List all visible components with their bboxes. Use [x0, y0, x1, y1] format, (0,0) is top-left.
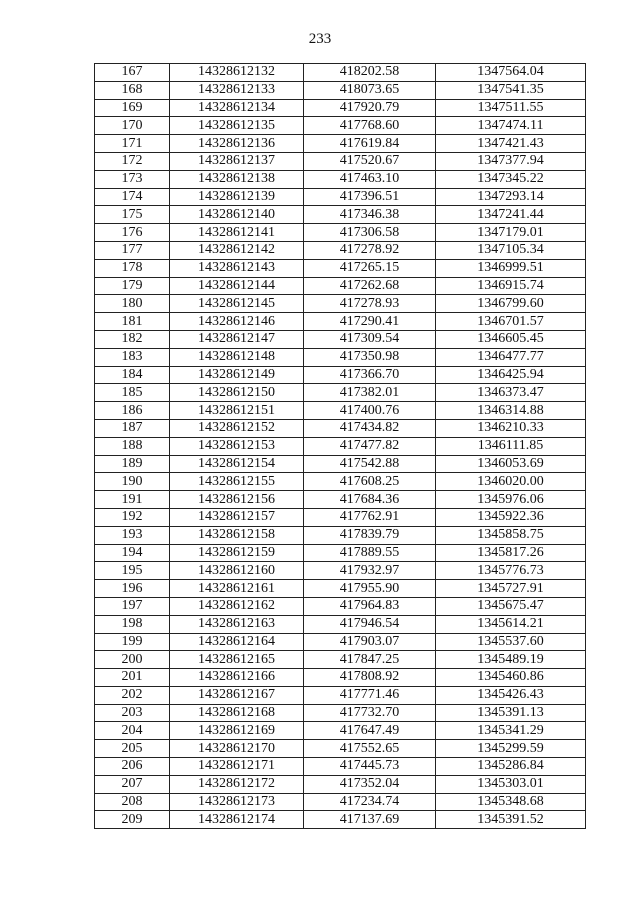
row-number-cell: 169	[95, 99, 170, 117]
y-coordinate-cell: 1346210.33	[436, 419, 586, 437]
row-number-cell: 171	[95, 135, 170, 153]
id-cell: 14328612146	[170, 313, 304, 331]
x-coordinate-cell: 417290.41	[304, 313, 436, 331]
table-row	[95, 170, 586, 188]
y-coordinate-cell: 1346701.57	[436, 313, 586, 331]
table-row	[95, 402, 586, 420]
y-coordinate-cell: 1346915.74	[436, 277, 586, 295]
table-row	[95, 615, 586, 633]
table-row	[95, 99, 586, 117]
row-number-cell: 198	[95, 615, 170, 633]
table-row	[95, 206, 586, 224]
id-cell: 14328612151	[170, 402, 304, 420]
y-coordinate-cell: 1346020.00	[436, 473, 586, 491]
x-coordinate-cell: 417346.38	[304, 206, 436, 224]
x-coordinate-cell: 417520.67	[304, 152, 436, 170]
x-coordinate-cell: 417932.97	[304, 562, 436, 580]
x-coordinate-cell: 417839.79	[304, 526, 436, 544]
x-coordinate-cell: 417234.74	[304, 793, 436, 811]
x-coordinate-cell: 417463.10	[304, 170, 436, 188]
y-coordinate-cell: 1345426.43	[436, 686, 586, 704]
row-number-cell: 177	[95, 241, 170, 259]
x-coordinate-cell: 417964.83	[304, 597, 436, 615]
x-coordinate-cell: 417762.91	[304, 508, 436, 526]
row-number-cell: 203	[95, 704, 170, 722]
row-number-cell: 200	[95, 651, 170, 669]
row-number-cell: 168	[95, 81, 170, 99]
row-number-cell: 184	[95, 366, 170, 384]
y-coordinate-cell: 1346425.94	[436, 366, 586, 384]
y-coordinate-cell: 1345922.36	[436, 508, 586, 526]
table-row	[95, 188, 586, 206]
id-cell: 14328612154	[170, 455, 304, 473]
row-number-cell: 205	[95, 740, 170, 758]
y-coordinate-cell: 1346999.51	[436, 259, 586, 277]
x-coordinate-cell: 417350.98	[304, 348, 436, 366]
y-coordinate-cell: 1345817.26	[436, 544, 586, 562]
table-row	[95, 419, 586, 437]
y-coordinate-cell: 1347179.01	[436, 224, 586, 242]
id-cell: 14328612163	[170, 615, 304, 633]
x-coordinate-cell: 417955.90	[304, 580, 436, 598]
id-cell: 14328612149	[170, 366, 304, 384]
row-number-cell: 187	[95, 419, 170, 437]
y-coordinate-cell: 1345341.29	[436, 722, 586, 740]
x-coordinate-cell: 417396.51	[304, 188, 436, 206]
table-row	[95, 473, 586, 491]
table-row	[95, 366, 586, 384]
x-coordinate-cell: 417262.68	[304, 277, 436, 295]
table-row	[95, 384, 586, 402]
row-number-cell: 206	[95, 758, 170, 776]
row-number-cell: 167	[95, 64, 170, 82]
y-coordinate-cell: 1345727.91	[436, 580, 586, 598]
x-coordinate-cell: 417542.88	[304, 455, 436, 473]
row-number-cell: 188	[95, 437, 170, 455]
table-row	[95, 152, 586, 170]
x-coordinate-cell: 417445.73	[304, 758, 436, 776]
row-number-cell: 194	[95, 544, 170, 562]
table-row	[95, 313, 586, 331]
table-row	[95, 224, 586, 242]
x-coordinate-cell: 417771.46	[304, 686, 436, 704]
x-coordinate-cell: 417732.70	[304, 704, 436, 722]
x-coordinate-cell: 417434.82	[304, 419, 436, 437]
row-number-cell: 173	[95, 170, 170, 188]
table-row	[95, 633, 586, 651]
table-body	[95, 64, 586, 829]
y-coordinate-cell: 1346799.60	[436, 295, 586, 313]
table-row	[95, 348, 586, 366]
row-number-cell: 195	[95, 562, 170, 580]
y-coordinate-cell: 1347377.94	[436, 152, 586, 170]
x-coordinate-cell: 417278.93	[304, 295, 436, 313]
y-coordinate-cell: 1346053.69	[436, 455, 586, 473]
id-cell: 14328612143	[170, 259, 304, 277]
x-coordinate-cell: 417647.49	[304, 722, 436, 740]
x-coordinate-cell: 417278.92	[304, 241, 436, 259]
row-number-cell: 183	[95, 348, 170, 366]
id-cell: 14328612162	[170, 597, 304, 615]
x-coordinate-cell: 417477.82	[304, 437, 436, 455]
table-row	[95, 135, 586, 153]
y-coordinate-cell: 1345286.84	[436, 758, 586, 776]
x-coordinate-cell: 417920.79	[304, 99, 436, 117]
y-coordinate-cell: 1347421.43	[436, 135, 586, 153]
row-number-cell: 209	[95, 811, 170, 829]
y-coordinate-cell: 1345489.19	[436, 651, 586, 669]
id-cell: 14328612161	[170, 580, 304, 598]
table-row	[95, 562, 586, 580]
table-row	[95, 437, 586, 455]
table-row	[95, 704, 586, 722]
y-coordinate-cell: 1345299.59	[436, 740, 586, 758]
row-number-cell: 170	[95, 117, 170, 135]
id-cell: 14328612174	[170, 811, 304, 829]
x-coordinate-cell: 418073.65	[304, 81, 436, 99]
y-coordinate-cell: 1345303.01	[436, 775, 586, 793]
x-coordinate-cell: 417352.04	[304, 775, 436, 793]
x-coordinate-cell: 417619.84	[304, 135, 436, 153]
row-number-cell: 189	[95, 455, 170, 473]
y-coordinate-cell: 1347293.14	[436, 188, 586, 206]
table-row	[95, 277, 586, 295]
row-number-cell: 181	[95, 313, 170, 331]
table-row	[95, 330, 586, 348]
table-row	[95, 686, 586, 704]
x-coordinate-cell: 417309.54	[304, 330, 436, 348]
y-coordinate-cell: 1345776.73	[436, 562, 586, 580]
id-cell: 14328612171	[170, 758, 304, 776]
row-number-cell: 174	[95, 188, 170, 206]
row-number-cell: 190	[95, 473, 170, 491]
row-number-cell: 172	[95, 152, 170, 170]
x-coordinate-cell: 417903.07	[304, 633, 436, 651]
x-coordinate-cell: 417137.69	[304, 811, 436, 829]
row-number-cell: 179	[95, 277, 170, 295]
x-coordinate-cell: 417889.55	[304, 544, 436, 562]
row-number-cell: 180	[95, 295, 170, 313]
row-number-cell: 196	[95, 580, 170, 598]
table-row	[95, 455, 586, 473]
y-coordinate-cell: 1347345.22	[436, 170, 586, 188]
table-row	[95, 597, 586, 615]
row-number-cell: 175	[95, 206, 170, 224]
id-cell: 14328612137	[170, 152, 304, 170]
id-cell: 14328612156	[170, 491, 304, 509]
y-coordinate-cell: 1345537.60	[436, 633, 586, 651]
y-coordinate-cell: 1345858.75	[436, 526, 586, 544]
id-cell: 14328612133	[170, 81, 304, 99]
row-number-cell: 193	[95, 526, 170, 544]
id-cell: 14328612173	[170, 793, 304, 811]
y-coordinate-cell: 1345391.52	[436, 811, 586, 829]
x-coordinate-cell: 417808.92	[304, 669, 436, 687]
table-row	[95, 544, 586, 562]
id-cell: 14328612172	[170, 775, 304, 793]
table-row	[95, 722, 586, 740]
row-number-cell: 182	[95, 330, 170, 348]
row-number-cell: 201	[95, 669, 170, 687]
id-cell: 14328612135	[170, 117, 304, 135]
id-cell: 14328612141	[170, 224, 304, 242]
table-row	[95, 64, 586, 82]
table-row	[95, 241, 586, 259]
y-coordinate-cell: 1347241.44	[436, 206, 586, 224]
y-coordinate-cell: 1346605.45	[436, 330, 586, 348]
table-row	[95, 669, 586, 687]
id-cell: 14328612144	[170, 277, 304, 295]
row-number-cell: 197	[95, 597, 170, 615]
id-cell: 14328612134	[170, 99, 304, 117]
page-number: 233	[308, 31, 332, 47]
x-coordinate-cell: 417768.60	[304, 117, 436, 135]
id-cell: 14328612168	[170, 704, 304, 722]
id-cell: 14328612155	[170, 473, 304, 491]
y-coordinate-cell: 1345391.13	[436, 704, 586, 722]
table-row	[95, 811, 586, 829]
id-cell: 14328612140	[170, 206, 304, 224]
x-coordinate-cell: 417552.65	[304, 740, 436, 758]
id-cell: 14328612150	[170, 384, 304, 402]
row-number-cell: 199	[95, 633, 170, 651]
x-coordinate-cell: 417400.76	[304, 402, 436, 420]
table-row	[95, 526, 586, 544]
row-number-cell: 186	[95, 402, 170, 420]
id-cell: 14328612138	[170, 170, 304, 188]
x-coordinate-cell: 418202.58	[304, 64, 436, 82]
id-cell: 14328612159	[170, 544, 304, 562]
table-row	[95, 758, 586, 776]
x-coordinate-cell: 417265.15	[304, 259, 436, 277]
y-coordinate-cell: 1347474.11	[436, 117, 586, 135]
id-cell: 14328612152	[170, 419, 304, 437]
y-coordinate-cell: 1345460.86	[436, 669, 586, 687]
x-coordinate-cell: 417382.01	[304, 384, 436, 402]
table-row	[95, 775, 586, 793]
id-cell: 14328612167	[170, 686, 304, 704]
table-row	[95, 508, 586, 526]
table-row	[95, 793, 586, 811]
id-cell: 14328612160	[170, 562, 304, 580]
y-coordinate-cell: 1347105.34	[436, 241, 586, 259]
table-row	[95, 491, 586, 509]
row-number-cell: 191	[95, 491, 170, 509]
table-row	[95, 295, 586, 313]
y-coordinate-cell: 1347511.55	[436, 99, 586, 117]
id-cell: 14328612158	[170, 526, 304, 544]
row-number-cell: 185	[95, 384, 170, 402]
table-row	[95, 259, 586, 277]
row-number-cell: 192	[95, 508, 170, 526]
y-coordinate-cell: 1347541.35	[436, 81, 586, 99]
y-coordinate-cell: 1347564.04	[436, 64, 586, 82]
id-cell: 14328612147	[170, 330, 304, 348]
y-coordinate-cell: 1345614.21	[436, 615, 586, 633]
table-row	[95, 81, 586, 99]
id-cell: 14328612139	[170, 188, 304, 206]
row-number-cell: 178	[95, 259, 170, 277]
id-cell: 14328612132	[170, 64, 304, 82]
y-coordinate-cell: 1345976.06	[436, 491, 586, 509]
x-coordinate-cell: 417847.25	[304, 651, 436, 669]
id-cell: 14328612157	[170, 508, 304, 526]
id-cell: 14328612164	[170, 633, 304, 651]
id-cell: 14328612153	[170, 437, 304, 455]
table-row	[95, 117, 586, 135]
x-coordinate-cell: 417306.58	[304, 224, 436, 242]
x-coordinate-cell: 417684.36	[304, 491, 436, 509]
id-cell: 14328612169	[170, 722, 304, 740]
table-row	[95, 740, 586, 758]
y-coordinate-cell: 1346373.47	[436, 384, 586, 402]
row-number-cell: 207	[95, 775, 170, 793]
row-number-cell: 204	[95, 722, 170, 740]
row-number-cell: 176	[95, 224, 170, 242]
coordinate-table	[94, 63, 586, 829]
table-row	[95, 651, 586, 669]
id-cell: 14328612148	[170, 348, 304, 366]
id-cell: 14328612145	[170, 295, 304, 313]
id-cell: 14328612136	[170, 135, 304, 153]
y-coordinate-cell: 1346314.88	[436, 402, 586, 420]
id-cell: 14328612165	[170, 651, 304, 669]
x-coordinate-cell: 417946.54	[304, 615, 436, 633]
x-coordinate-cell: 417366.70	[304, 366, 436, 384]
x-coordinate-cell: 417608.25	[304, 473, 436, 491]
y-coordinate-cell: 1346477.77	[436, 348, 586, 366]
id-cell: 14328612166	[170, 669, 304, 687]
y-coordinate-cell: 1346111.85	[436, 437, 586, 455]
id-cell: 14328612170	[170, 740, 304, 758]
table-row	[95, 580, 586, 598]
y-coordinate-cell: 1345675.47	[436, 597, 586, 615]
row-number-cell: 202	[95, 686, 170, 704]
id-cell: 14328612142	[170, 241, 304, 259]
y-coordinate-cell: 1345348.68	[436, 793, 586, 811]
row-number-cell: 208	[95, 793, 170, 811]
